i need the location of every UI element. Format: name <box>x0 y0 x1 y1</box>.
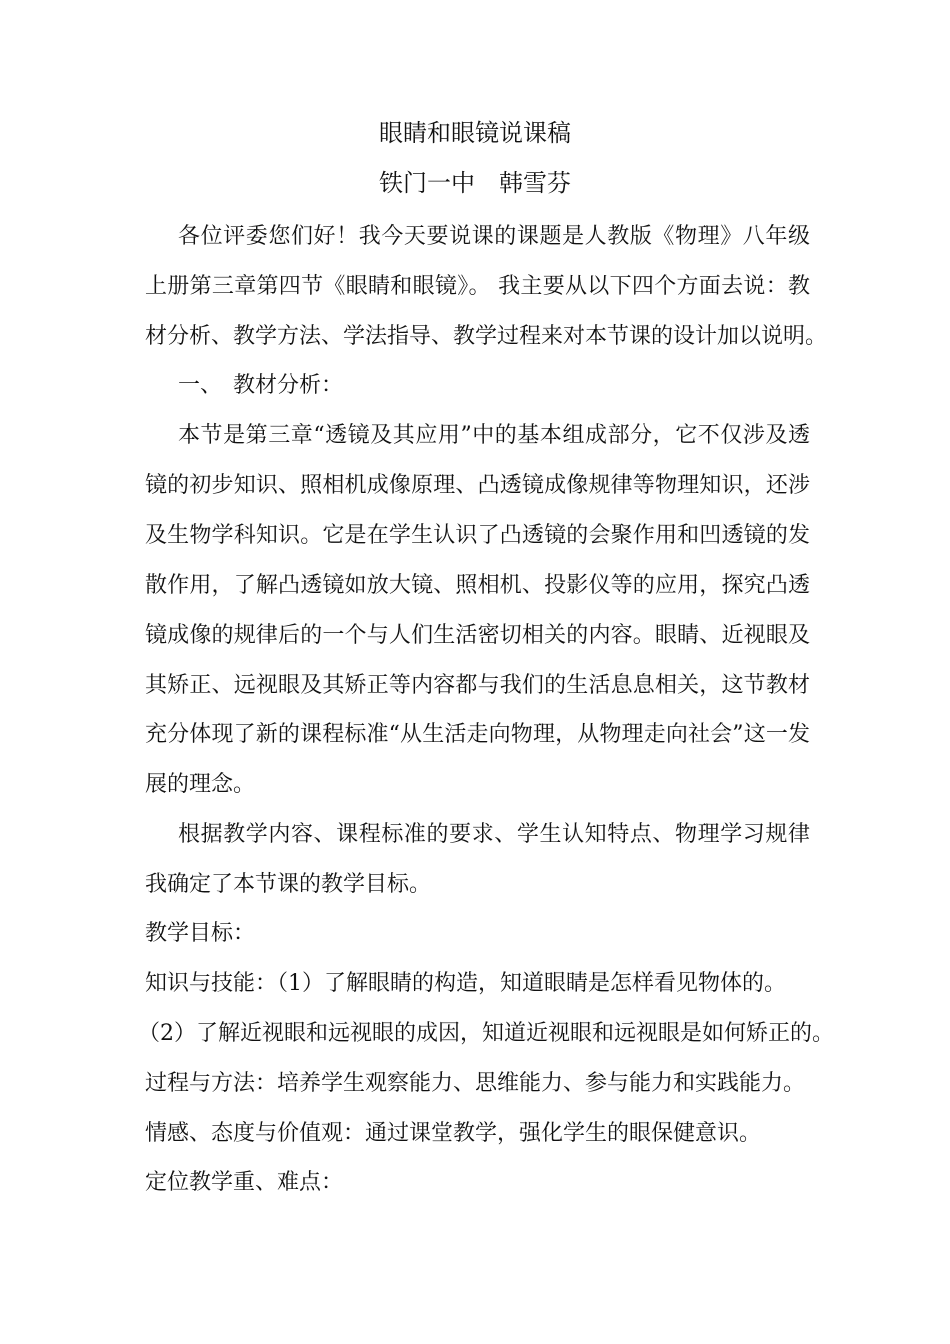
section-heading-analysis: 一、 教材分析： <box>178 373 344 398</box>
goal-process: 过程与方法：培养学生观察能力、思维能力、参与能力和实践能力。 <box>145 1071 806 1096</box>
goal-intro-line-2: 我确定了本节课的教学目标。 <box>145 872 432 897</box>
document-title: 眼睛和眼镜说课稿 <box>379 119 571 147</box>
analysis-line-6: 其矫正、远视眼及其矫正等内容都与我们的生活息息相关，这节教材 <box>145 673 810 698</box>
analysis-line-2: 镜的初步知识、照相机成像原理、凸透镜成像规律等物理知识，还涉 <box>145 473 810 498</box>
analysis-line-5: 镜成像的规律后的一个与人们生活密切相关的内容。眼睛、近视眼及 <box>145 623 810 648</box>
intro-line-3: 材分析、教学方法、学法指导、教学过程来对本节课的设计加以说明。 <box>145 324 828 349</box>
analysis-line-7: 充分体现了新的课程标准“从生活走向物理，从物理走向社会”这一发 <box>145 722 810 747</box>
goal-knowledge-2: （2）了解近视眼和远视眼的成因，知道近视眼和远视眼是如何矫正的。 <box>138 1021 834 1046</box>
goals-heading: 教学目标： <box>145 921 256 946</box>
document-author: 铁门一中 韩雪芬 <box>379 169 571 197</box>
intro-line-2: 上册第三章第四节《眼睛和眼镜》。 我主要从以下四个方面去说：教 <box>145 274 810 299</box>
goal-intro-line-1: 根据教学内容、课程标准的要求、学生认知特点、物理学习规律 <box>178 822 810 847</box>
goal-knowledge-1: 知识与技能：（1）了解眼睛的构造，知道眼睛是怎样看见物体的。 <box>145 971 786 996</box>
goal-emotion: 情感、态度与价值观：通过课堂教学，强化学生的眼保健意识。 <box>145 1121 762 1146</box>
analysis-line-4: 散作用，了解凸透镜如放大镜、照相机、投影仪等的应用，探究凸透 <box>145 573 810 598</box>
analysis-line-8: 展的理念。 <box>145 772 256 797</box>
keypoints-heading: 定位教学重、难点： <box>145 1170 344 1195</box>
analysis-line-1: 本节是第三章“透镜及其应用”中的基本组成部分，它不仅涉及透 <box>178 423 810 448</box>
analysis-line-3: 及生物学科知识。它是在学生认识了凸透镜的会聚作用和凹透镜的发 <box>145 523 810 548</box>
intro-line-1: 各位评委您们好！我今天要说课的课题是人教版《物理》八年级 <box>178 224 810 249</box>
